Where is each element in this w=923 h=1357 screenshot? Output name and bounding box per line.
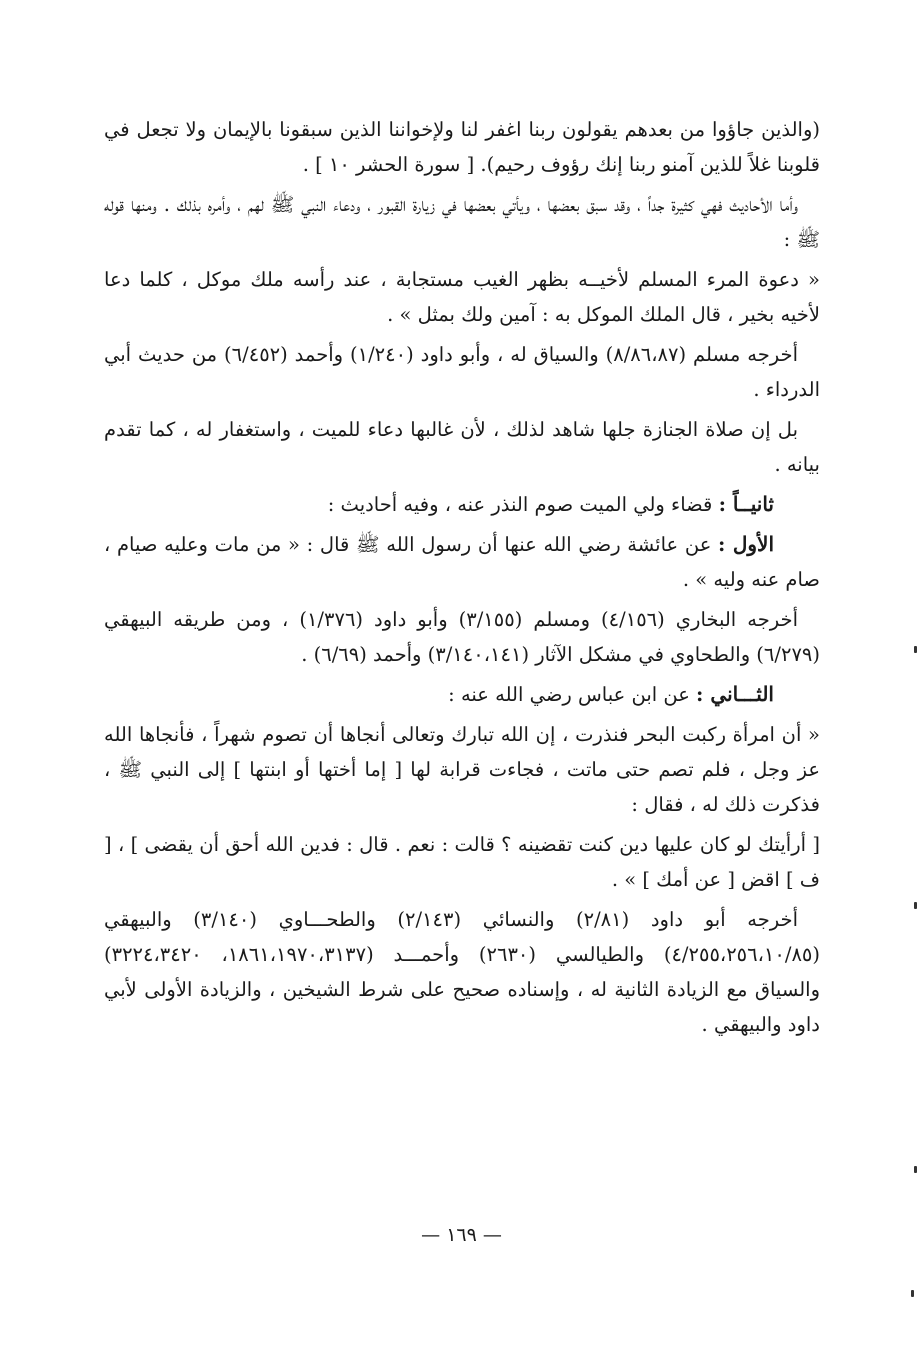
margin-mark	[914, 1166, 917, 1173]
paragraph-hadith-text: « دعوة المرء المسلم لأخيــه بظهر الغيب مستجابة ، عند رأسه ملك موكل ، كلما دعا لأخيه بخير ، قال الملك الموكل به : آمين ولك بمثل » .	[104, 268, 820, 326]
paragraph-debt-answer: [ أرأيتك لو كان عليها دين كنت تقضينه ؟ قالت : نعم . قال : فدين الله أحق أن يقضى ] ، [ ف ] اقض [ عن أمك ] » .	[104, 833, 820, 891]
paragraph-funeral-prayer: بل إن صلاة الجنازة جلها شاهد لذلك ، لأن غالبها دعاء للميت ، واستغفار له ، كما تقدم بيانه .	[104, 418, 820, 476]
paragraph-citation-2: أخرجه البخاري (٤/١٥٦) ومسلم (٣/١٥٥) وأبو داود (١/٣٧٦) ، ومن طريقه البيهقي (٦/٢٧٩) والطحاوي في مشكل الآثار (٣/١٤٠،١٤١) وأحمد (٦/٦٩) .	[104, 608, 820, 666]
margin-mark	[914, 902, 917, 909]
page-number: — ١٦٩ —	[421, 1224, 502, 1246]
paragraph-woman-vow: « أن امرأة ركبت البحر فنذرت ، إن الله تبارك وتعالى أنجاها أن تصوم شهراً ، فأنجاها الله عز وجل ، فلم تصم حتى ماتت ، فجاءت قرابة لها [ إما أختها أو ابنتها ] إلى النبي ﷺ ، فذكرت ذلك له ، فقال :	[104, 723, 820, 816]
page-body	[104, 112, 820, 1047]
heading-first: الأول :	[718, 532, 774, 556]
heading-second: ثانيــاً :	[718, 492, 774, 516]
paragraph-second-heading	[104, 487, 820, 522]
second-hadith-intro: عن ابن عباس رضي الله عنه :	[448, 683, 697, 706]
paragraph-second-hadith	[104, 677, 820, 712]
margin-mark	[914, 646, 917, 653]
paragraph-citation-1: أخرجه مسلم (٨/٨٦،٨٧) والسياق له ، وأبو داود (١/٢٤٠) وأحمد (٦/٤٥٢) من حديث أبي الدرداء .	[104, 343, 820, 401]
heading-second-hadith: الثـــاني :	[696, 682, 774, 706]
first-hadith-text: عن عائشة رضي الله عنها أن رسول الله ﷺ قال : « من مات وعليه صيام ، صام عنه وليه » .	[104, 533, 820, 591]
paragraph-first-hadith	[104, 527, 820, 597]
heading-second-text: قضاء ولي الميت صوم النذر عنه ، وفيه أحاديث :	[327, 493, 719, 516]
paragraph-quran-verse: (والذين جاؤوا من بعدهم يقولون ربنا اغفر لنا ولإخواننا الذين سبقونا بالإيمان ولا تجعل في قلوبنا غلاً للذين آمنو ربنا إنك رؤوف رحيم). [ سورة الحشر ١٠ ] .	[104, 118, 820, 176]
paragraph-hadith-intro: وأما الأحاديث فهي كثيرة جداً ، وقد سبق بعضها ، ويأتي بعضها في زيارة القبور ، ودعاء النبي ﷺ لهم ، وأمره بذلك . ومنها قوله ﷺ :	[104, 193, 820, 251]
paragraph-citation-3: أخرجه أبو داود (٢/٨١) والنسائي (٢/١٤٣) والطحـــاوي (٣/١٤٠) والبيهقي (٤/٢٥٥،٢٥٦،١٠/٨٥) والطيالسي (٢٦٣٠) وأحمـــد (١٨٦١،١٩٧٠،٣١٣٧، ٣٢٢٤،٣٤٢٠) والسياق مع الزيادة الثانية له ، وإسناده صحيح على شرط الشيخين ، والزيادة الأولى لأبي داود والبيهقي .	[104, 908, 820, 1036]
margin-mark	[911, 1290, 914, 1297]
